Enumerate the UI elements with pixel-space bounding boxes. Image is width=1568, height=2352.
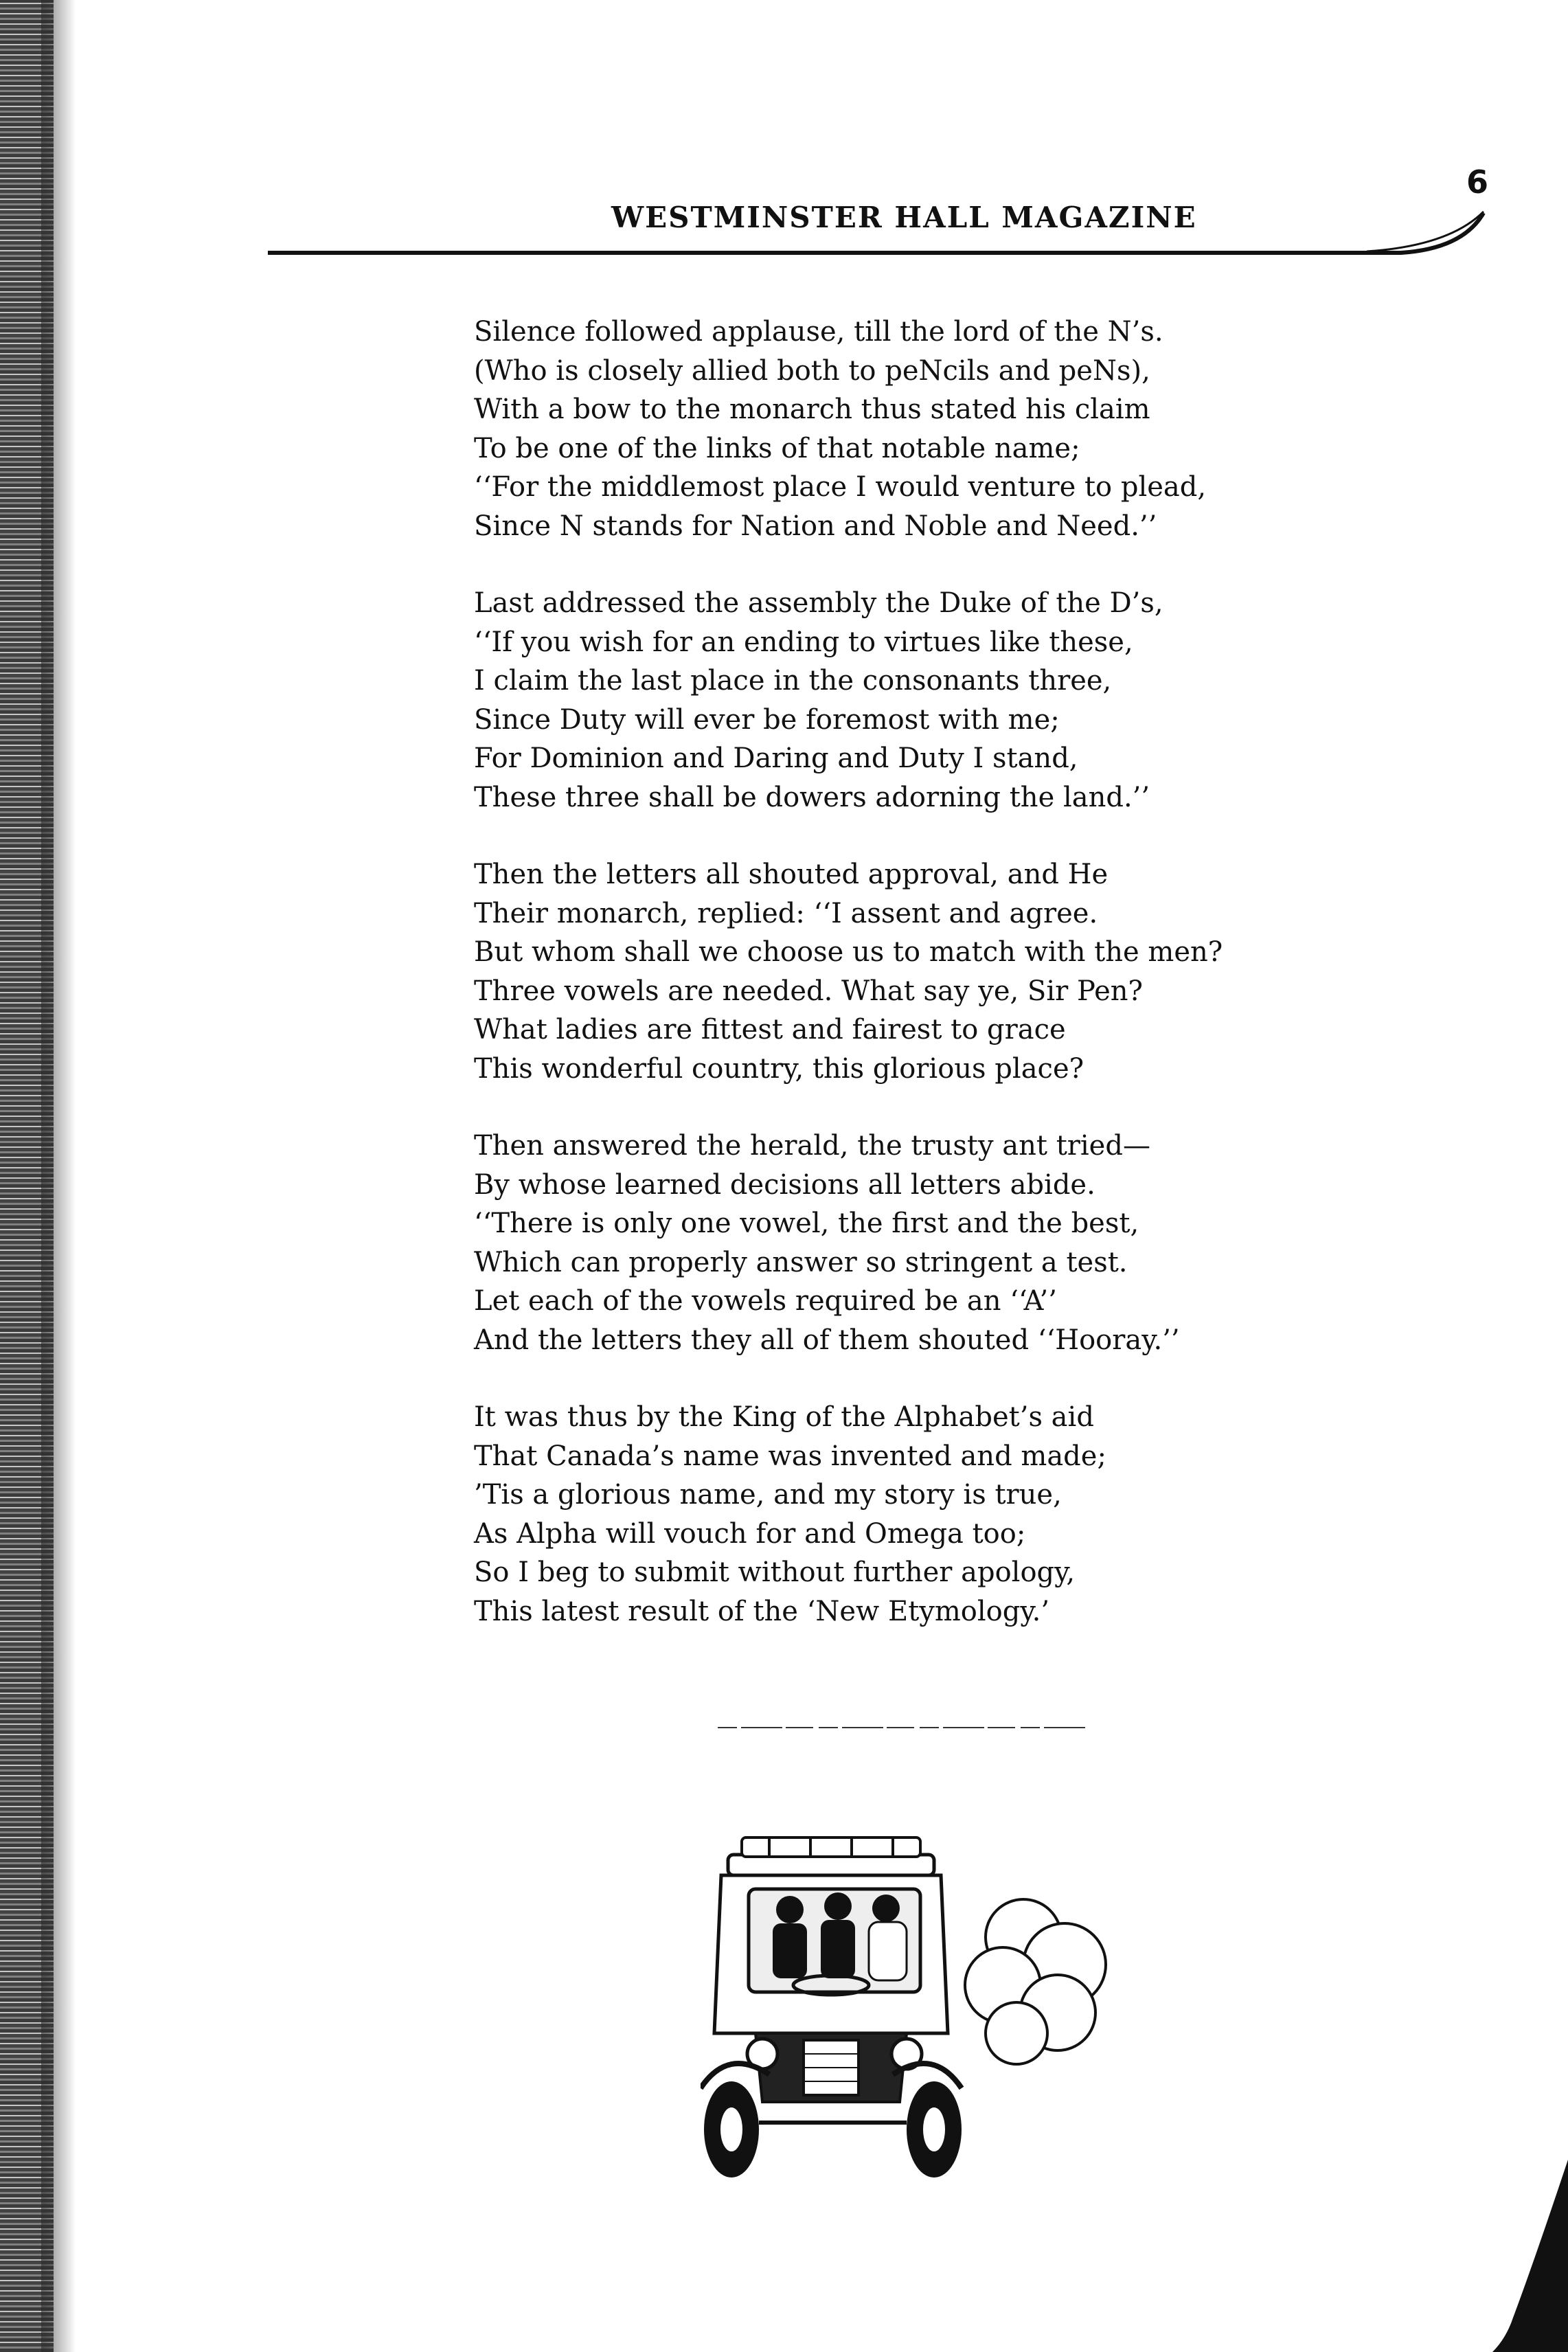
stanza [474, 855, 1408, 1088]
stanza [474, 584, 1408, 817]
poem-line: Since N stands for Nation and Noble and Need.’’ [474, 510, 1157, 542]
poem-line: For Dominion and Daring and Duty I stand, [474, 743, 1078, 774]
page-number: 6 [1466, 163, 1489, 201]
poem [474, 313, 1408, 1669]
poem-line: This latest result of the ‘New Etymology.’ [474, 1595, 1050, 1627]
poem-line: ‘‘If you wish for an ending to virtues like these, [474, 626, 1133, 658]
poem-line: To be one of the links of that notable name; [474, 432, 1080, 464]
poem-line: I claim the last place in the consonants three, [474, 665, 1112, 697]
poem-line: That Canada’s name was invented and made; [474, 1440, 1106, 1472]
stanza [474, 1127, 1408, 1359]
running-head: WESTMINSTER HALL MAGAZINE [611, 201, 1197, 234]
poem-line: Silence followed applause, till the lord of the N’s. [474, 316, 1163, 348]
poem-line: These three shall be dowers adorning the land.’’ [474, 781, 1150, 813]
poem-line: Let each of the vowels required be an ‘‘A’’ [474, 1285, 1057, 1317]
poem-line: ’Tis a glorious name, and my story is true, [474, 1479, 1062, 1511]
poem-line: Then the letters all shouted approval, and He [474, 859, 1109, 890]
poem-line: With a bow to the monarch thus stated his claim [474, 394, 1150, 425]
stanza [474, 1398, 1408, 1631]
stanza [474, 313, 1408, 545]
vintage-motor-car-icon [701, 1827, 1126, 2184]
poem-line: Their monarch, replied: ‘‘I assent and agree. [474, 897, 1098, 929]
poem-line: It was thus by the King of the Alphabet’s aid [474, 1401, 1094, 1433]
poem-line: Since Duty will ever be foremost with me; [474, 703, 1060, 736]
poem-line: Three vowels are needed. What say ye, Sir Pen? [474, 975, 1143, 1007]
poem-line: And the letters they all of them shouted ‘‘Hooray.’’ [474, 1324, 1180, 1356]
poem-line: Which can properly answer so stringent a test. [474, 1246, 1128, 1278]
poem-line: (Who is closely allied both to peNcils and peNs), [474, 354, 1150, 387]
poem-line: As Alpha will vouch for and Omega too; [474, 1517, 1026, 1550]
poem-line: ‘‘There is only one vowel, the first and the best, [474, 1208, 1139, 1239]
poem-line: This wonderful country, this glorious place? [474, 1052, 1084, 1085]
poem-line: So I beg to submit without further apology, [474, 1557, 1076, 1588]
poem-line: But whom shall we choose us to match with the men? [474, 936, 1223, 968]
binding-shadow [41, 0, 76, 2352]
separator-rule [718, 1726, 1089, 1730]
poem-line: ‘‘For the middlemost place I would venture to plead, [474, 471, 1207, 503]
poem-line: What ladies are fittest and fairest to grace [474, 1014, 1066, 1045]
page-corner-shadow [1492, 2160, 1568, 2352]
poem-line: Then answered the herald, the trusty ant tried— [474, 1130, 1150, 1162]
header-rule [268, 199, 1490, 275]
poem-line: By whose learned decisions all letters abide. [474, 1168, 1095, 1201]
poem-line: Last addressed the assembly the Duke of the D’s, [474, 587, 1163, 619]
